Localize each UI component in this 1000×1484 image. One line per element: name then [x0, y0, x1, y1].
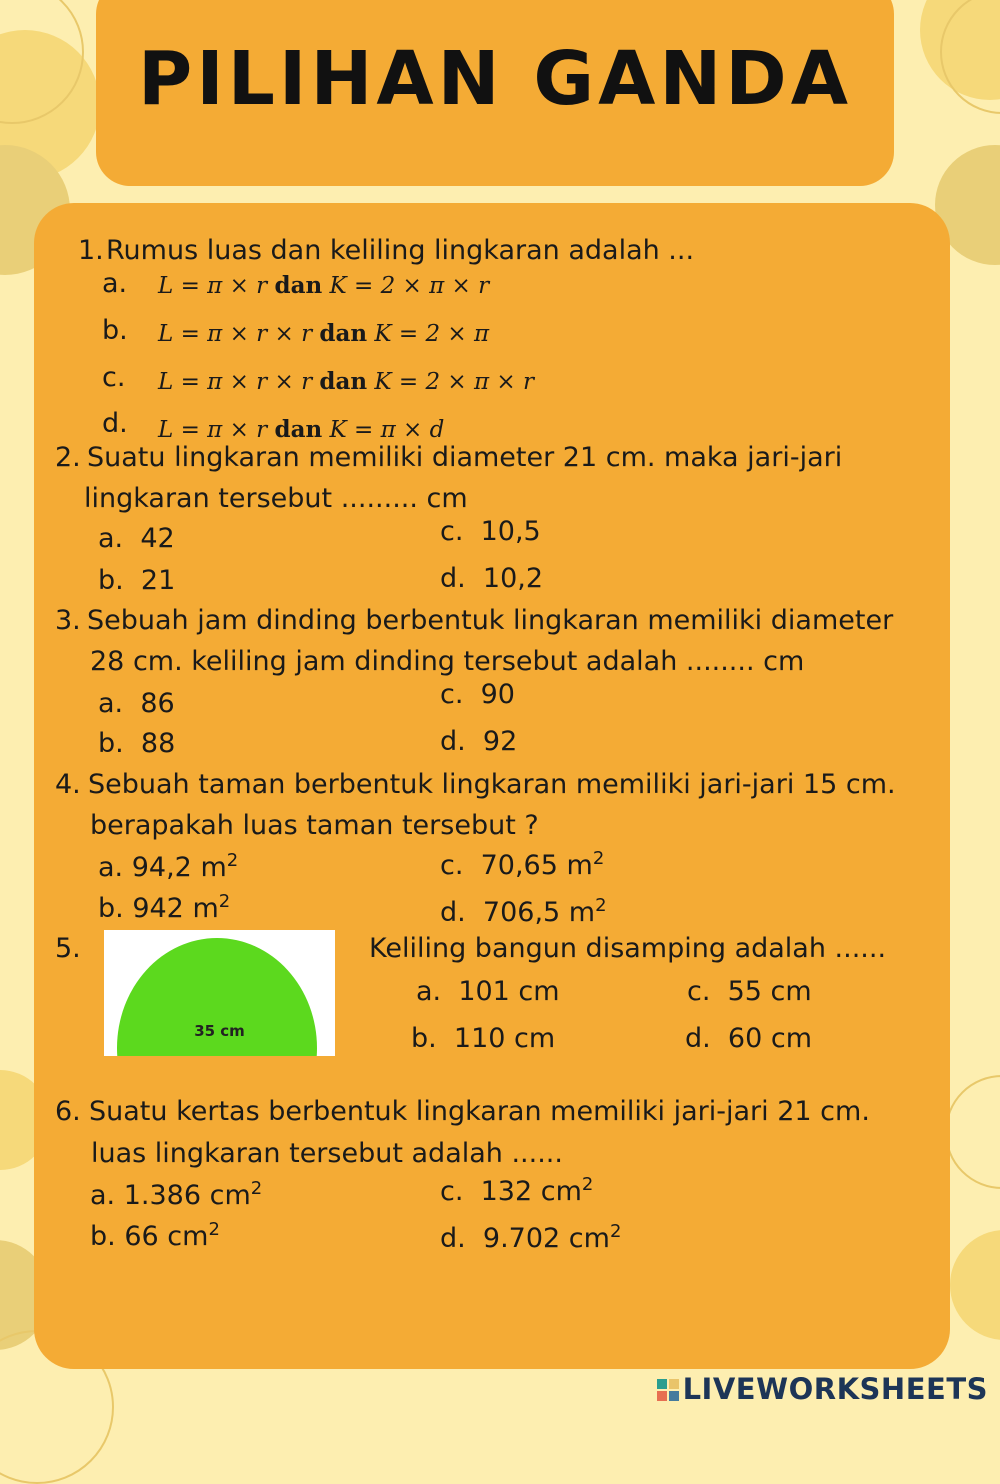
q5-option-d[interactable]: [685, 1023, 812, 1054]
option-value: 70,65: [480, 850, 558, 881]
question-2-text-line1: Suatu lingkaran memiliki diameter 21 cm. maka jari-jari: [87, 442, 843, 473]
option-label: c.: [687, 976, 711, 1007]
formula-right: K = 2 × π: [374, 321, 490, 347]
option-unit: m: [568, 897, 596, 928]
q6-option-a[interactable]: [90, 1178, 262, 1211]
option-exponent: 2: [609, 1221, 622, 1242]
q2-option-a[interactable]: [98, 523, 175, 554]
option-label: b.: [411, 1023, 437, 1054]
option-label: d.: [440, 1223, 466, 1254]
option-value: 1.386: [123, 1180, 202, 1211]
q1-option-d-formula[interactable]: [158, 416, 444, 443]
q5-option-b[interactable]: [411, 1023, 555, 1054]
option-value: 706,5: [482, 897, 561, 928]
option-exponent: 2: [218, 891, 231, 912]
q1-option-a-label[interactable]: a.: [102, 268, 128, 299]
q1-option-a-formula[interactable]: [158, 272, 489, 299]
option-label: d.: [685, 1023, 711, 1054]
q2-option-b[interactable]: [98, 565, 175, 596]
q6-option-c[interactable]: [440, 1174, 593, 1207]
q1-option-b-label[interactable]: b.: [102, 315, 128, 346]
option-exponent: 2: [226, 850, 239, 871]
option-exponent: 2: [592, 848, 605, 869]
question-3-text-line2: 28 cm. keliling jam dinding tersebut adalah ........ cm: [90, 646, 805, 677]
q3-option-b[interactable]: [98, 728, 175, 759]
liveworksheets-logo[interactable]: [657, 1372, 988, 1406]
option-label: d.: [440, 897, 466, 928]
option-label: a.: [98, 852, 124, 883]
formula-right: K = π × d: [329, 417, 445, 443]
option-value: 60 cm: [727, 1023, 812, 1054]
option-label: d.: [440, 726, 466, 757]
decor-circle: [950, 1230, 1000, 1340]
formula-right: K = 2 × π × r: [374, 369, 535, 395]
option-value: 21: [140, 565, 176, 596]
liveworksheets-icon: [657, 1379, 679, 1401]
q3-option-c[interactable]: [440, 679, 515, 710]
q3-option-a[interactable]: [98, 688, 175, 719]
option-label: a.: [98, 523, 124, 554]
option-value: 94,2: [131, 852, 192, 883]
option-unit: cm: [167, 1221, 209, 1252]
brand-text: LIVEWORKSHEETS: [682, 1372, 988, 1406]
q3-option-d[interactable]: [440, 726, 517, 757]
question-1-number: 1.: [78, 235, 104, 266]
option-label: c.: [440, 850, 464, 881]
decor-ring: [945, 1075, 1000, 1189]
option-unit: cm: [209, 1180, 251, 1211]
option-value: 90: [480, 679, 515, 710]
page-title: PILIHAN GANDA: [138, 36, 852, 122]
option-value: 86: [140, 688, 175, 719]
option-label: b.: [98, 565, 124, 596]
option-value: 9.702: [482, 1223, 561, 1254]
q6-option-d[interactable]: [440, 1221, 621, 1254]
option-unit: cm: [568, 1223, 610, 1254]
formula-left: L = π × r × r: [158, 369, 313, 395]
option-value: 10,5: [480, 516, 541, 547]
q4-option-c[interactable]: [440, 848, 604, 881]
option-value: 101 cm: [458, 976, 560, 1007]
question-6-text-line1: Suatu kertas berbentuk lingkaran memiliki jari-jari 21 cm.: [89, 1096, 870, 1127]
option-label: a.: [98, 688, 124, 719]
question-5-text: Keliling bangun disamping adalah ......: [369, 933, 887, 964]
q2-option-d[interactable]: [440, 563, 543, 594]
formula-left: L = π × r: [158, 273, 268, 299]
option-label: a.: [90, 1180, 116, 1211]
option-value: 42: [140, 523, 175, 554]
q1-option-b-formula[interactable]: [158, 320, 489, 347]
formula-dan: dan: [274, 416, 323, 443]
question-4-text-line1: Sebuah taman berbentuk lingkaran memiliki jari-jari 15 cm.: [88, 769, 896, 800]
option-label: d.: [440, 563, 466, 594]
question-2-number: 2.: [55, 442, 81, 473]
option-unit: m: [566, 850, 593, 881]
q1-option-d-label[interactable]: d.: [102, 408, 128, 439]
option-exponent: 2: [250, 1178, 263, 1199]
q4-option-d[interactable]: [440, 895, 607, 928]
formula-dan: dan: [274, 272, 323, 299]
option-label: c.: [440, 516, 464, 547]
formula-left: L = π × r: [158, 417, 268, 443]
option-label: b.: [90, 1221, 116, 1252]
q5-option-c[interactable]: [687, 976, 812, 1007]
question-6-text-line2: luas lingkaran tersebut adalah ......: [91, 1138, 563, 1169]
semicircle-figure: [104, 930, 335, 1056]
question-5-number: 5.: [55, 933, 81, 964]
option-label: c.: [440, 679, 464, 710]
option-label: b.: [98, 893, 124, 924]
option-value: 10,2: [482, 563, 544, 594]
question-3-text-line1: Sebuah jam dinding berbentuk lingkaran memiliki diameter: [87, 605, 894, 636]
option-value: 66: [124, 1221, 159, 1252]
option-label: b.: [98, 728, 124, 759]
option-label: a.: [416, 976, 442, 1007]
option-unit: cm: [540, 1176, 582, 1207]
formula-dan: dan: [319, 320, 368, 347]
option-value: 92: [482, 726, 518, 757]
q1-option-c-formula[interactable]: [158, 368, 534, 395]
option-value: 110 cm: [453, 1023, 556, 1054]
option-value: 942: [132, 893, 184, 924]
question-3-number: 3.: [55, 605, 81, 636]
question-4-text-line2: berapakah luas taman tersebut ?: [90, 810, 539, 841]
option-exponent: 2: [595, 895, 607, 916]
option-value: 132: [480, 1176, 533, 1207]
question-4-number: 4.: [55, 769, 81, 800]
q4-option-a[interactable]: [98, 850, 238, 883]
option-value: 55 cm: [727, 976, 812, 1007]
q2-option-c[interactable]: [440, 516, 541, 547]
question-6-number: 6.: [55, 1096, 81, 1127]
formula-right: K = 2 × π × r: [329, 273, 490, 299]
option-label: c.: [440, 1176, 464, 1207]
option-exponent: 2: [581, 1174, 594, 1195]
q4-option-b[interactable]: [98, 891, 230, 924]
question-1-text: Rumus luas dan keliling lingkaran adalah ...: [106, 235, 695, 266]
option-unit: m: [200, 852, 227, 883]
option-unit: m: [192, 893, 219, 924]
q1-option-c-label[interactable]: c.: [102, 362, 126, 393]
q5-option-a[interactable]: [416, 976, 560, 1007]
option-value: 88: [140, 728, 176, 759]
option-exponent: 2: [208, 1219, 220, 1240]
question-2-text-line2: lingkaran tersebut ......... cm: [84, 483, 468, 514]
semicircle-diameter-label: 35 cm: [194, 1022, 245, 1040]
formula-dan: dan: [319, 368, 368, 395]
formula-left: L = π × r × r: [158, 321, 313, 347]
q6-option-b[interactable]: [90, 1219, 220, 1252]
